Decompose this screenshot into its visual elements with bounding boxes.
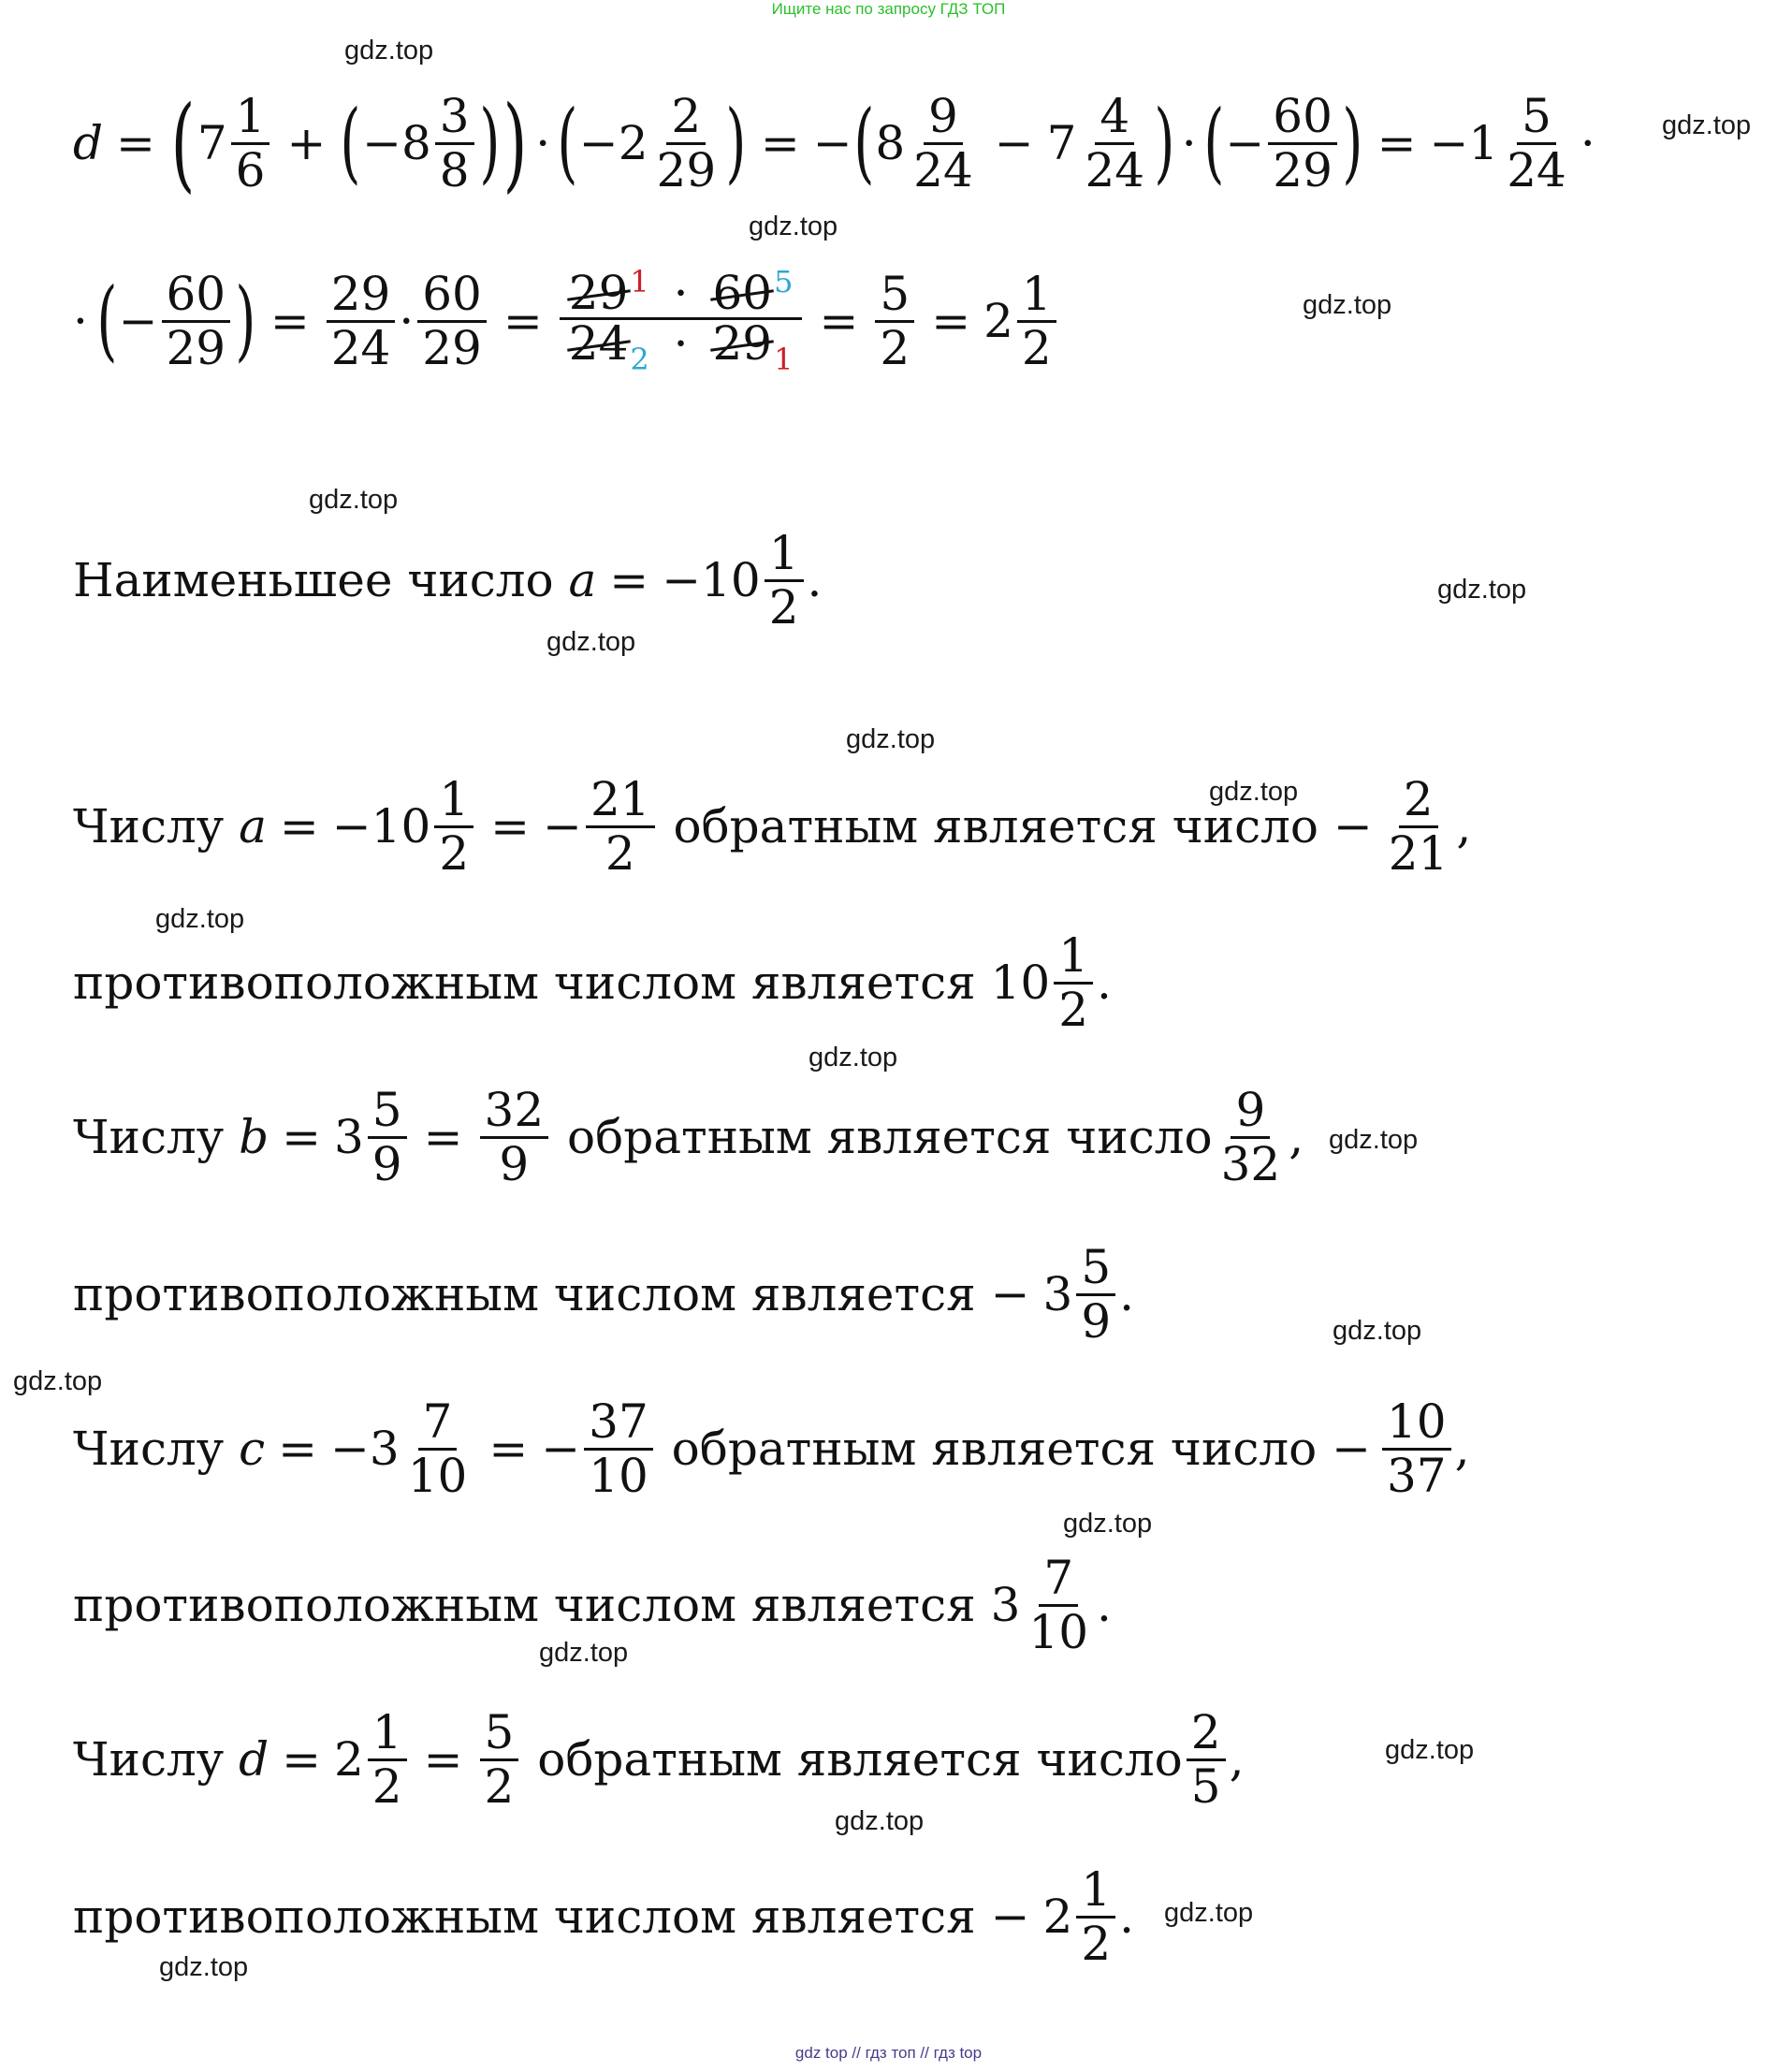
left-paren: (: [1203, 92, 1225, 194]
reduced-factor: 5: [774, 264, 794, 300]
equals-sign: =: [931, 294, 971, 348]
statement-text: противоположным числом является: [73, 1578, 991, 1632]
whole-part: 2: [983, 294, 1013, 348]
equals-sign: =: [279, 799, 319, 854]
watermark: gdz.top: [1333, 1316, 1422, 1346]
equals-sign: =: [503, 294, 543, 348]
numerator: 7: [1039, 1554, 1078, 1607]
numerator: 4: [1095, 93, 1134, 145]
var-a: a: [568, 553, 597, 607]
watermark: gdz.top: [344, 36, 434, 66]
denominator: 2: [880, 320, 910, 375]
denominator: [560, 316, 803, 378]
numerator: 1: [231, 93, 270, 145]
fraction: [1024, 1550, 1093, 1659]
whole-part: 3: [333, 1110, 364, 1164]
watermark: gdz.top: [1437, 575, 1527, 605]
denominator: 8: [439, 142, 470, 197]
statement-text: обратным является число: [658, 799, 1333, 854]
minus-sign: −: [990, 1267, 1030, 1321]
fraction: [231, 88, 270, 197]
right-paren: ): [1342, 92, 1363, 194]
denominator: 2: [604, 825, 635, 881]
opposite-line-a: [73, 922, 1112, 1043]
fraction: [875, 266, 914, 375]
numerator: 9: [1231, 1087, 1270, 1139]
equals-sign: =: [819, 294, 859, 348]
right-paren: ): [478, 92, 500, 194]
equals-sign: =: [609, 553, 649, 607]
comma: ,: [1289, 1110, 1304, 1164]
denominator: 29: [656, 142, 717, 197]
dot-sign: ·: [399, 294, 415, 348]
fraction: [1268, 88, 1337, 197]
whole-part: −3: [329, 1422, 400, 1476]
statement-text: обратным является число: [522, 1732, 1183, 1787]
minus-sign: −: [994, 116, 1034, 170]
denominator: 2: [484, 1758, 515, 1814]
whole-part: 3: [1042, 1267, 1073, 1321]
left-paren: (: [852, 92, 874, 194]
denominator: 9: [499, 1136, 530, 1191]
equals-sign: =: [269, 294, 310, 348]
denominator: 24: [330, 320, 391, 375]
watermark: gdz.top: [1209, 777, 1299, 807]
watermark: gdz.top: [159, 1952, 249, 1982]
watermark: gdz.top: [539, 1638, 629, 1668]
fraction: [586, 771, 655, 881]
dot-sign: ·: [535, 116, 551, 170]
statement-text: противоположным числом является: [73, 956, 991, 1010]
watermark: gdz.top: [1329, 1125, 1419, 1155]
numerator: 21: [586, 776, 655, 828]
plus-sign: +: [286, 116, 327, 170]
left-paren: (: [96, 270, 118, 372]
denominator: 29: [1273, 142, 1333, 197]
left-paren: (: [557, 92, 578, 194]
comma: ,: [1229, 1732, 1245, 1787]
statement-text: противоположным числом является: [73, 1890, 991, 1944]
reciprocal-line-b: [73, 1076, 1304, 1198]
watermark: gdz.top: [1063, 1509, 1153, 1539]
period: .: [1119, 1267, 1135, 1321]
equals-sign: =: [278, 1422, 317, 1476]
fraction: [765, 525, 804, 635]
denominator: 37: [1387, 1448, 1447, 1503]
var-b: b: [239, 1110, 269, 1164]
period: .: [807, 553, 823, 607]
denominator: 2: [371, 1758, 402, 1814]
numerator: 1: [1054, 932, 1093, 985]
minus-sign: −: [1332, 1422, 1371, 1476]
whole-part: 7: [197, 116, 227, 170]
whole-part: −1: [1429, 116, 1499, 170]
fraction: [162, 266, 231, 375]
right-paren: ): [725, 92, 747, 194]
fraction: [480, 1082, 549, 1191]
footer-links[interactable]: gdz top // гдз топ // гдз top: [794, 2044, 983, 2062]
whole-part: −2: [578, 116, 648, 170]
denominator: 29: [166, 320, 226, 375]
watermark: gdz.top: [309, 485, 399, 515]
equals-sign: =: [116, 116, 155, 170]
equals-sign: =: [282, 1732, 321, 1787]
period: .: [1097, 1578, 1112, 1632]
dot-sign: ·: [1580, 116, 1595, 170]
calc-d-line-1: [73, 73, 1595, 213]
fraction: [1080, 88, 1149, 197]
cancelled-number: 24: [568, 316, 629, 372]
statement-text: противоположным числом является: [73, 1267, 991, 1321]
reduced-factor: 1: [630, 264, 649, 300]
period: .: [1119, 1890, 1135, 1944]
numerator: 1: [368, 1709, 407, 1761]
denominator: 29: [422, 320, 482, 375]
minus-sign: −: [541, 1422, 581, 1476]
denominator: 24: [1507, 142, 1566, 197]
denominator: 32: [1220, 1136, 1281, 1191]
var-d: d: [239, 1732, 269, 1787]
fraction: [368, 1704, 407, 1814]
watermark: gdz.top: [155, 904, 245, 934]
denominator: 24: [913, 142, 973, 197]
watermark: gdz.top: [1385, 1735, 1475, 1765]
denominator: 10: [407, 1448, 468, 1503]
cancellation-fraction: [560, 264, 803, 378]
denominator: 2: [439, 825, 470, 881]
calc-d-line-2: [73, 251, 1060, 391]
watermark: gdz.top: [808, 1043, 898, 1072]
numerator: 1: [1017, 270, 1056, 323]
fraction: [435, 88, 474, 197]
dot-sign: ·: [673, 266, 689, 321]
fraction: [368, 1082, 407, 1191]
denominator: 2: [1058, 982, 1089, 1037]
fraction: [327, 266, 396, 375]
fraction: [1017, 266, 1056, 375]
numerator: 5: [1076, 1244, 1115, 1296]
denominator: 2: [1081, 1916, 1112, 1971]
numerator: 7: [418, 1398, 458, 1451]
watermark: gdz.top: [13, 1366, 103, 1396]
numerator: 60: [162, 270, 231, 323]
denominator: 10: [1028, 1604, 1089, 1659]
equals-sign: =: [423, 1732, 463, 1787]
fraction: [1384, 771, 1453, 881]
numerator: 1: [434, 776, 473, 828]
minus-sign: −: [812, 116, 852, 170]
numerator: 5: [480, 1709, 519, 1761]
reciprocal-line-d: [73, 1699, 1244, 1820]
reduced-factor: 2: [630, 342, 649, 378]
numerator: [560, 264, 803, 321]
denominator: 9: [1081, 1293, 1112, 1349]
left-paren: (: [340, 92, 361, 194]
numerator: 2: [1399, 776, 1438, 828]
dot-sign: ·: [73, 294, 88, 348]
watermark: gdz.top: [749, 212, 838, 241]
numerator: 29: [327, 270, 396, 323]
numerator: 37: [584, 1398, 653, 1451]
fraction: [1382, 1393, 1451, 1503]
dot-sign: ·: [1181, 116, 1197, 170]
right-paren: ): [503, 83, 528, 203]
left-paren: (: [170, 83, 196, 203]
statement-text: Наименьшее число: [73, 553, 569, 607]
statement-text: Числу: [73, 799, 240, 854]
denominator: 24: [1085, 142, 1145, 197]
numerator: 60: [1268, 93, 1337, 145]
opposite-line-b: [73, 1233, 1134, 1355]
fraction: [403, 1393, 473, 1503]
cancelled-number: 29: [712, 316, 773, 372]
denominator: 9: [371, 1136, 402, 1191]
equals-sign: =: [1376, 116, 1417, 170]
fraction: [1076, 1861, 1115, 1971]
equals-sign: =: [488, 1422, 529, 1476]
equals-sign: =: [282, 1110, 321, 1164]
numerator: 5: [368, 1087, 407, 1139]
whole-part: 3: [990, 1578, 1021, 1632]
denominator: 10: [589, 1448, 648, 1503]
numerator: 3: [435, 93, 474, 145]
statement-text: Числу: [73, 1422, 240, 1476]
watermark: gdz.top: [1303, 290, 1392, 320]
numerator: 60: [417, 270, 487, 323]
numerator: 9: [924, 93, 963, 145]
numerator: 1: [765, 530, 804, 582]
whole-part: −10: [331, 799, 431, 854]
equals-sign: =: [490, 799, 531, 854]
fraction: [652, 88, 721, 197]
fraction: [1054, 927, 1093, 1037]
numerator: 2: [666, 93, 706, 145]
cancelled-number: 60: [712, 266, 773, 321]
right-paren: ): [235, 270, 256, 372]
comma: ,: [1454, 1422, 1470, 1476]
whole-part: −8: [362, 116, 431, 170]
fraction: [1216, 1082, 1286, 1191]
fraction: [480, 1704, 519, 1814]
minus-sign: −: [990, 1890, 1030, 1944]
var-d: d: [73, 116, 104, 170]
fraction: [584, 1393, 653, 1503]
numerator: 10: [1382, 1398, 1451, 1451]
watermark: gdz.top: [546, 627, 636, 657]
fraction: [1502, 88, 1571, 197]
search-banner: Ищите нас по запросу ГДЗ ТОП: [771, 0, 1006, 18]
statement-text: обратным является число: [552, 1110, 1213, 1164]
equals-sign: =: [760, 116, 800, 170]
reduced-factor: 1: [774, 342, 794, 378]
fraction: [1187, 1704, 1226, 1814]
denominator: 2: [1021, 320, 1052, 375]
minus-sign: −: [1333, 799, 1373, 854]
whole-part: 2: [333, 1732, 364, 1787]
whole-part: −10: [662, 553, 761, 607]
smallest-number-line: [73, 519, 822, 641]
statement-text: Числу: [73, 1110, 240, 1164]
numerator: 1: [1076, 1866, 1115, 1919]
denominator: 5: [1190, 1758, 1221, 1814]
denominator: 6: [235, 142, 266, 197]
period: .: [1097, 956, 1112, 1010]
numerator: 32: [480, 1087, 549, 1139]
watermark: gdz.top: [1662, 110, 1752, 140]
whole-part: 7: [1046, 116, 1077, 170]
right-paren: ): [1154, 92, 1175, 194]
numerator: 5: [875, 270, 914, 323]
fraction: [417, 266, 487, 375]
whole-part: 10: [990, 956, 1051, 1010]
whole-part: 8: [875, 116, 906, 170]
minus-sign: −: [1225, 116, 1265, 170]
var-c: c: [239, 1422, 266, 1476]
whole-part: 2: [1042, 1890, 1073, 1944]
var-a: a: [239, 799, 267, 854]
fraction: [909, 88, 978, 197]
numerator: 5: [1517, 93, 1556, 145]
reciprocal-line-c: [73, 1388, 1470, 1510]
equals-sign: =: [423, 1110, 463, 1164]
denominator: 2: [768, 579, 799, 635]
minus-sign: −: [543, 799, 582, 854]
cancelled-number: 29: [568, 266, 629, 321]
statement-text: Числу: [73, 1732, 240, 1787]
denominator: 21: [1388, 825, 1449, 881]
numerator: 2: [1187, 1709, 1226, 1761]
watermark: gdz.top: [846, 724, 936, 754]
dot-sign: ·: [673, 316, 689, 372]
watermark: gdz.top: [1164, 1898, 1254, 1928]
fraction: [1076, 1239, 1115, 1349]
statement-text: обратным является число: [656, 1422, 1333, 1476]
comma: ,: [1456, 799, 1472, 854]
minus-sign: −: [118, 294, 158, 348]
watermark: gdz.top: [835, 1806, 925, 1836]
fraction: [434, 771, 473, 881]
